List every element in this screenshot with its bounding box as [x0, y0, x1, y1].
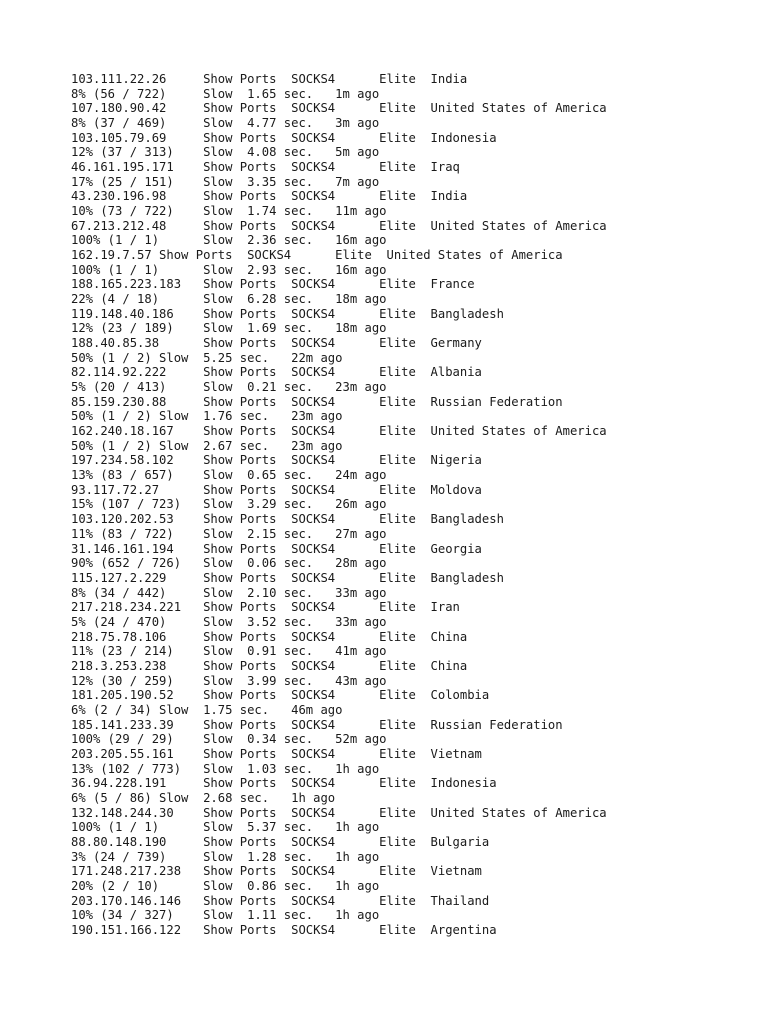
- text-line: 10% (34 / 327) Slow 1.11 sec. 1h ago: [71, 908, 380, 923]
- text-line: 218.75.78.106 Show Ports SOCKS4 Elite China: [71, 629, 468, 644]
- text-line: 36.94.228.191 Show Ports SOCKS4 Elite Indonesia: [71, 776, 497, 791]
- text-line: 10% (73 / 722) Slow 1.74 sec. 11m ago: [71, 204, 387, 219]
- text-line: 203.205.55.161 Show Ports SOCKS4 Elite Vietnam: [71, 746, 482, 761]
- text-line: 217.218.234.221 Show Ports SOCKS4 Elite Iran: [71, 600, 460, 615]
- text-line: 103.120.202.53 Show Ports SOCKS4 Elite Bangladesh: [71, 512, 504, 527]
- text-line: 11% (23 / 214) Slow 0.91 sec. 41m ago: [71, 644, 387, 659]
- text-line: 13% (102 / 773) Slow 1.03 sec. 1h ago: [71, 761, 380, 776]
- text-line: 203.170.146.146 Show Ports SOCKS4 Elite Thailand: [71, 893, 490, 908]
- text-line: 50% (1 / 2) Slow 5.25 sec. 22m ago: [71, 350, 343, 365]
- text-line: 13% (83 / 657) Slow 0.65 sec. 24m ago: [71, 468, 387, 483]
- text-line: 115.127.2.229 Show Ports SOCKS4 Elite Bangladesh: [71, 570, 504, 585]
- text-line: 171.248.217.238 Show Ports SOCKS4 Elite Vietnam: [71, 864, 482, 879]
- text-line: 15% (107 / 723) Slow 3.29 sec. 26m ago: [71, 497, 387, 512]
- text-line: 100% (29 / 29) Slow 0.34 sec. 52m ago: [71, 732, 387, 747]
- text-line: 5% (24 / 470) Slow 3.52 sec. 33m ago: [71, 614, 387, 629]
- text-line: 3% (24 / 739) Slow 1.28 sec. 1h ago: [71, 849, 380, 864]
- text-line: 162.19.7.57 Show Ports SOCKS4 Elite United States of America: [71, 248, 563, 263]
- text-line: 107.180.90.42 Show Ports SOCKS4 Elite United States of America: [71, 101, 607, 116]
- text-line: 8% (56 / 722) Slow 1.65 sec. 1m ago: [71, 86, 380, 101]
- text-line: 20% (2 / 10) Slow 0.86 sec. 1h ago: [71, 878, 380, 893]
- text-line: 43.230.196.98 Show Ports SOCKS4 Elite India: [71, 189, 468, 204]
- text-line: 100% (1 / 1) Slow 2.93 sec. 16m ago: [71, 262, 387, 277]
- text-line: 11% (83 / 722) Slow 2.15 sec. 27m ago: [71, 526, 387, 541]
- text-line: 162.240.18.167 Show Ports SOCKS4 Elite United States of America: [71, 424, 607, 439]
- text-line: 6% (5 / 86) Slow 2.68 sec. 1h ago: [71, 790, 336, 805]
- text-line: 46.161.195.171 Show Ports SOCKS4 Elite Iraq: [71, 160, 460, 175]
- text-line: 188.40.85.38 Show Ports SOCKS4 Elite Germany: [71, 336, 482, 351]
- text-line: 22% (4 / 18) Slow 6.28 sec. 18m ago: [71, 292, 387, 307]
- text-line: 103.105.79.69 Show Ports SOCKS4 Elite Indonesia: [71, 130, 497, 145]
- text-line: 6% (2 / 34) Slow 1.75 sec. 46m ago: [71, 702, 343, 717]
- text-line: 85.159.230.88 Show Ports SOCKS4 Elite Russian Federation: [71, 394, 563, 409]
- text-line: 17% (25 / 151) Slow 3.35 sec. 7m ago: [71, 174, 380, 189]
- text-line: 188.165.223.183 Show Ports SOCKS4 Elite France: [71, 277, 475, 292]
- text-line: 93.117.72.27 Show Ports SOCKS4 Elite Moldova: [71, 482, 482, 497]
- text-line: 103.111.22.26 Show Ports SOCKS4 Elite India: [71, 72, 468, 86]
- text-line: 218.3.253.238 Show Ports SOCKS4 Elite China: [71, 658, 468, 673]
- text-line: 31.146.161.194 Show Ports SOCKS4 Elite Georgia: [71, 541, 482, 556]
- text-line: 100% (1 / 1) Slow 5.37 sec. 1h ago: [71, 820, 380, 835]
- text-line: 50% (1 / 2) Slow 2.67 sec. 23m ago: [71, 438, 343, 453]
- text-line: 181.205.190.52 Show Ports SOCKS4 Elite Colombia: [71, 688, 490, 703]
- text-line: 50% (1 / 2) Slow 1.76 sec. 23m ago: [71, 409, 343, 424]
- text-line: 12% (23 / 189) Slow 1.69 sec. 18m ago: [71, 321, 387, 336]
- proxy-list-document: [71, 72, 751, 938]
- text-line: 100% (1 / 1) Slow 2.36 sec. 16m ago: [71, 233, 387, 248]
- text-line: 185.141.233.39 Show Ports SOCKS4 Elite Russian Federation: [71, 717, 563, 732]
- text-line: 197.234.58.102 Show Ports SOCKS4 Elite Nigeria: [71, 453, 482, 468]
- text-line: 190.151.166.122 Show Ports SOCKS4 Elite Argentina: [71, 922, 497, 937]
- text-line: 12% (30 / 259) Slow 3.99 sec. 43m ago: [71, 673, 387, 688]
- text-line: 8% (37 / 469) Slow 4.77 sec. 3m ago: [71, 116, 380, 131]
- text-line: 119.148.40.186 Show Ports SOCKS4 Elite Bangladesh: [71, 306, 504, 321]
- text-line: 90% (652 / 726) Slow 0.06 sec. 28m ago: [71, 556, 387, 571]
- text-line: 88.80.148.190 Show Ports SOCKS4 Elite Bulgaria: [71, 834, 490, 849]
- text-line: 132.148.244.30 Show Ports SOCKS4 Elite United States of America: [71, 805, 607, 820]
- text-line: 12% (37 / 313) Slow 4.08 sec. 5m ago: [71, 145, 380, 160]
- text-line: 5% (20 / 413) Slow 0.21 sec. 23m ago: [71, 380, 387, 395]
- text-line: 82.114.92.222 Show Ports SOCKS4 Elite Albania: [71, 365, 482, 380]
- text-line: 67.213.212.48 Show Ports SOCKS4 Elite United States of America: [71, 218, 607, 233]
- text-line: 8% (34 / 442) Slow 2.10 sec. 33m ago: [71, 585, 387, 600]
